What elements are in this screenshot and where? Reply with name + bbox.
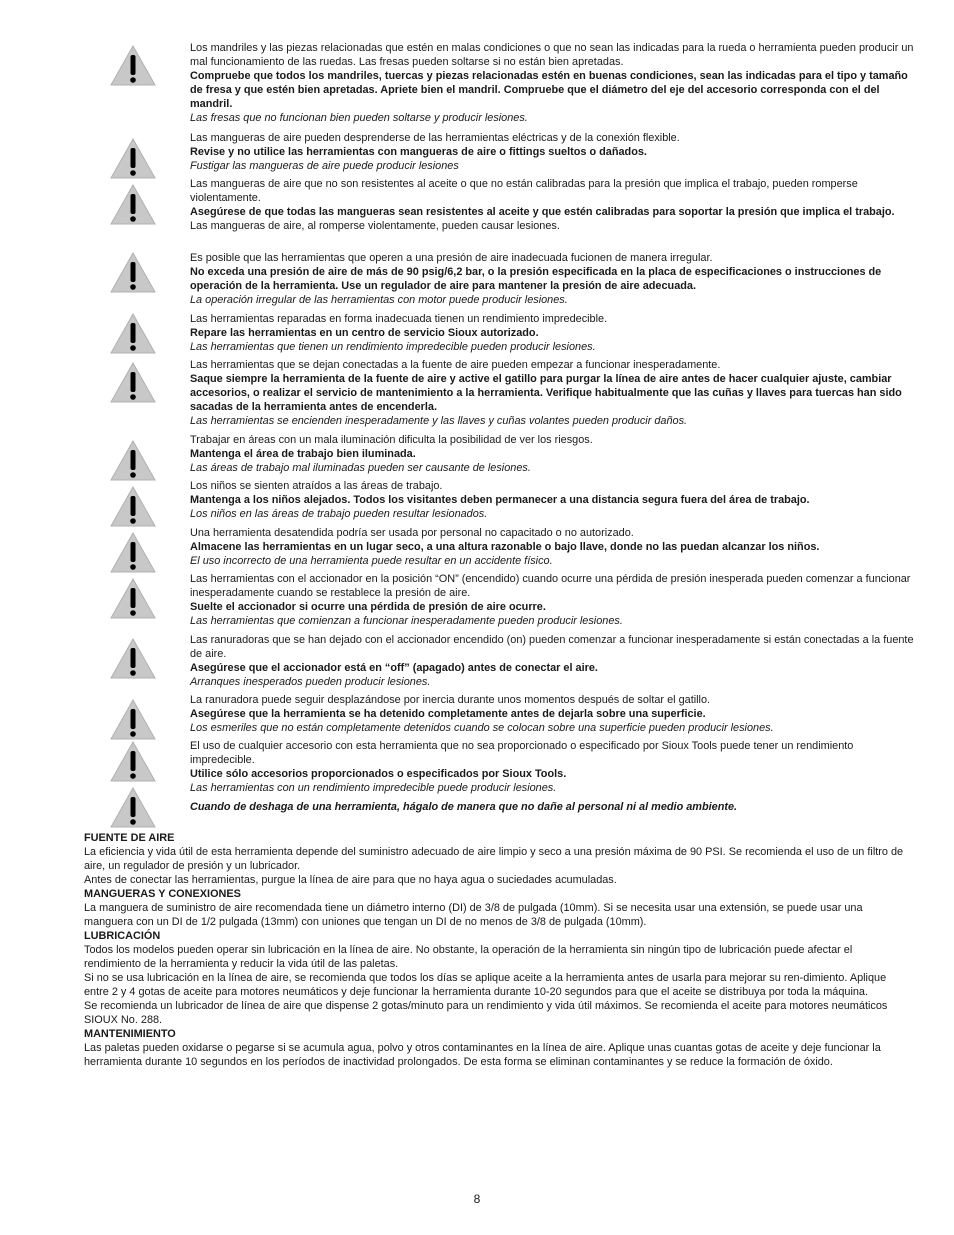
warning-consequence: Las herramientas que comienzan a funcionar inesperadamente pueden producir lesiones. <box>190 615 623 627</box>
warning-triangle-icon <box>110 787 156 828</box>
warning-instruction: Saque siempre la herramienta de la fuente de aire y active el gatillo para purgar la línea de aire antes de hacer cualquier ajuste, cambiar accesorios, o realizar el servicio de mantenimiento a la herramienta. Verifique habitualmente que las cuñas y llaves para tuercas han sido sacadas de la herramienta antes de encenderla. <box>190 373 902 413</box>
warning-block <box>190 693 915 735</box>
warning-triangle-icon <box>110 532 156 573</box>
warning-hazard: Las herramientas con el accionador en la posición “ON” (encendido) cuando ocurre una pérdida de presión inesperada pueden comenzar a funcionar inesperadamente cuando se restablece la presión de aire. <box>190 573 911 599</box>
page-number: 8 <box>473 1192 481 1206</box>
warning-block <box>190 479 915 521</box>
warning-triangle-icon <box>110 638 156 679</box>
warning-instruction: Suelte el accionador si ocurre una pérdida de presión de aire ocurre. <box>190 601 546 613</box>
warning-block <box>190 572 915 628</box>
warning-hazard: La ranuradora puede seguir desplazándose por inercia durante unos momentos después de soltar el gatillo. <box>190 694 711 706</box>
warning-triangle-icon <box>110 440 156 481</box>
information-sections <box>84 831 910 1069</box>
warning-hazard: Los niños se sienten atraídos a las áreas de trabajo. <box>190 480 443 492</box>
warning-hazard: Las mangueras de aire que no son resistentes al aceite o que no están calibradas para la presión que implica el trabajo, pueden romperse violentamente. <box>190 178 858 204</box>
warning-instruction: Mantenga el área de trabajo bien iluminada. <box>190 448 416 460</box>
section-heading-maintenance: MANTENIMIENTO <box>84 1028 176 1040</box>
warning-hazard: Las ranuradoras que se han dejado con el accionador encendido (on) pueden comenzar a funcionar inesperadamente si están conectadas a la fuente de aire. <box>190 634 914 660</box>
warning-block <box>190 526 915 568</box>
warning-triangle-icon <box>110 45 156 86</box>
warning-block <box>190 312 915 354</box>
warning-triangle-icon <box>110 184 156 225</box>
warning-hazard: Trabajar en áreas con un mala iluminación dificulta la posibilidad de ver los riesgos. <box>190 434 593 446</box>
warning-instruction: Mantenga a los niños alejados. Todos los visitantes deben permanecer a una distancia segura fuera del área de trabajo. <box>190 494 810 506</box>
warning-hazard: Es posible que las herramientas que operen a una presión de aire inadecuada fucionen de manera irregular. <box>190 252 713 264</box>
warning-block <box>190 41 915 125</box>
warning-consequence: Las herramientas se encienden inesperadamente y las llaves y cuñas volantes pueden producir daños. <box>190 415 688 427</box>
warning-hazard: El uso de cualquier accesorio con esta herramienta que no sea proporcionado o especificado por Sioux Tools puede tener un rendimiento impredecible. <box>190 740 854 766</box>
warning-consequence: Los niños en las áreas de trabajo pueden resultar lesionados. <box>190 508 488 520</box>
warning-triangle-icon <box>110 313 156 354</box>
warning-block <box>190 358 915 428</box>
section-paragraph: La eficiencia y vida útil de esta herramienta depende del suministro adecuado de aire limpio y seco a una presión máxima de 90 PSI. Se recomienda el uso de un filtro de aire, un regulador de presión y un lubricador. <box>84 846 904 872</box>
warning-consequence: Fustigar las mangueras de aire puede producir lesiones <box>190 160 459 172</box>
warning-consequence: Las fresas que no funcionan bien pueden soltarse y producir lesiones. <box>190 112 528 124</box>
warning-consequence: El uso incorrecto de una herramienta puede resultar en un accidente físico. <box>190 555 553 567</box>
section-paragraph: Se recomienda un lubricador de línea de aire que dispense 2 gotas/minuto para un rendimiento y vida útil máximos. Se recomienda el aceite para motores neumáticos SIOUX No. 288. <box>84 1000 888 1026</box>
warning-triangle-icon <box>110 486 156 527</box>
warning-triangle-icon <box>110 252 156 293</box>
warning-instruction: No exceda una presión de aire de más de 90 psig/6,2 bar, o la presión especificada en la placa de especificaciones o instrucciones de operación de la herramienta. Use un regulador de aire para mantener la presión de aire adecuada. <box>190 266 882 292</box>
warning-triangle-icon <box>110 741 156 782</box>
section-paragraph: La manguera de suministro de aire recomendada tiene un diámetro interno (DI) de 3/8 de pulgada (10mm). Si se necesita usar una extensión, se puede usar una manguera con un DI de 1/2 pulgada (13mm) con uniones que tengan un DI de no menos de 3/8 de pulgada (10mm). <box>84 902 863 928</box>
warning-instruction: Almacene las herramientas en un lugar seco, a una altura razonable o bajo llave, donde no las puedan alcanzar los niños. <box>190 541 820 553</box>
warning-consequence: Las áreas de trabajo mal iluminadas pueden ser causante de lesiones. <box>190 462 531 474</box>
warning-instruction: Utilice sólo accesorios proporcionados o especificados por Sioux Tools. <box>190 768 567 780</box>
warning-hazard: Las herramientas que se dejan conectadas a la fuente de aire pueden empezar a funcionar inesperadamente. <box>190 359 721 371</box>
warning-block <box>190 739 915 795</box>
warning-block <box>190 251 915 307</box>
section-paragraph: Antes de conectar las herramientas, purgue la línea de aire para que no haya agua o suciedades acumuladas. <box>84 874 617 886</box>
warning-consequence: Las herramientas con un rendimiento impredecible puede producir lesiones. <box>190 782 557 794</box>
section-paragraph: Si no se usa lubricación en la línea de aire, se recomienda que todos los días se aplique aceite a la herramienta antes de usarla para mejorar su ren-dimiento. Aplique entre 2 y 4 gotas de aceite para motores neumáticos y deje funcionar la herramienta durante 10-20 segundos para que el aceite se distribuya por toda la máquina. <box>84 972 887 998</box>
section-paragraph: Las paletas pueden oxidarse o pegarse si se acumula agua, polvo y otros contaminantes en la línea de aire. Aplique unas cuantas gotas de aceite y deje funcionar la herramienta durante 10 segundos en los períodos de inactividad prolongados. De esta forma se eliminan contaminantes y se reduce la formación de óxido. <box>84 1042 881 1068</box>
section-heading-hoses: MANGUERAS Y CONEXIONES <box>84 888 241 900</box>
warning-block <box>190 433 915 475</box>
warning-block <box>190 633 915 689</box>
section-heading-lubrication: LUBRICACIÓN <box>84 930 161 942</box>
warning-triangle-icon <box>110 578 156 619</box>
warning-consequence: Las herramientas que tienen un rendimiento impredecible pueden producir lesiones. <box>190 341 596 353</box>
warning-block <box>190 800 915 814</box>
warning-consequence: Los esmeriles que no están completamente detenidos cuando se colocan sobre una superficie pueden producir lesiones. <box>190 722 774 734</box>
warning-instruction: Revise y no utilice las herramientas con mangueras de aire o fittings sueltos o dañados. <box>190 146 647 158</box>
warning-instruction: Asegúrese de que todas las mangueras sean resistentes al aceite y que estén calibradas para soportar la presión que implica el trabajo. <box>190 206 895 218</box>
warning-instruction: Repare las herramientas en un centro de servicio Sioux autorizado. <box>190 327 539 339</box>
section-paragraph: Todos los modelos pueden operar sin lubricación en la línea de aire. No obstante, la operación de la herramienta sin ningún tipo de lubricación puede afectar el rendimiento de la herramienta y reducir la vida útil de las paletas. <box>84 944 853 970</box>
warning-hazard: Las mangueras de aire pueden desprenderse de las herramientas eléctricas y de la conexión flexible. <box>190 132 680 144</box>
warning-consequence: Arranques inesperados pueden producir lesiones. <box>190 676 431 688</box>
disposal-note: Cuando de deshaga de una herramienta, hágalo de manera que no dañe al personal ni al medio ambiente. <box>190 801 738 813</box>
section-heading-air-source: FUENTE DE AIRE <box>84 832 175 844</box>
warning-block <box>190 131 915 173</box>
warning-instruction: Asegúrese que la herramienta se ha detenido completamente antes de dejarla sobre una superficie. <box>190 708 706 720</box>
warning-consequence: La operación irregular de las herramientas con motor puede producir lesiones. <box>190 294 568 306</box>
warning-instruction: Asegúrese que el accionador está en “off” (apagado) antes de conectar el aire. <box>190 662 598 674</box>
warning-hazard: Las herramientas reparadas en forma inadecuada tienen un rendimiento impredecible. <box>190 313 608 325</box>
warning-triangle-icon <box>110 138 156 179</box>
warning-triangle-icon <box>110 699 156 740</box>
warning-hazard: Una herramienta desatendida podría ser usada por personal no capacitado o no autorizado. <box>190 527 634 539</box>
warning-consequence: Las mangueras de aire, al romperse violentamente, pueden causar lesiones. <box>190 220 560 232</box>
warning-triangle-icon <box>110 362 156 403</box>
warning-block <box>190 177 915 233</box>
warning-instruction: Compruebe que todos los mandriles, tuercas y piezas relacionadas estén en buenas condiciones, sean las indicadas para el tipo y tamaño de fresa y que estén bien apretadas. Apriete bien el mandril. Compruebe que el diámetro del eje del accesorio corresponda con el del mandril. <box>190 70 908 110</box>
warning-hazard: Los mandriles y las piezas relacionadas que estén en malas condiciones o que no sean las indicadas para la rueda o herramienta pueden producir un mal funcionamiento de las ruedas. Las fresas pueden soltarse si no están bien apretadas. <box>190 42 914 68</box>
